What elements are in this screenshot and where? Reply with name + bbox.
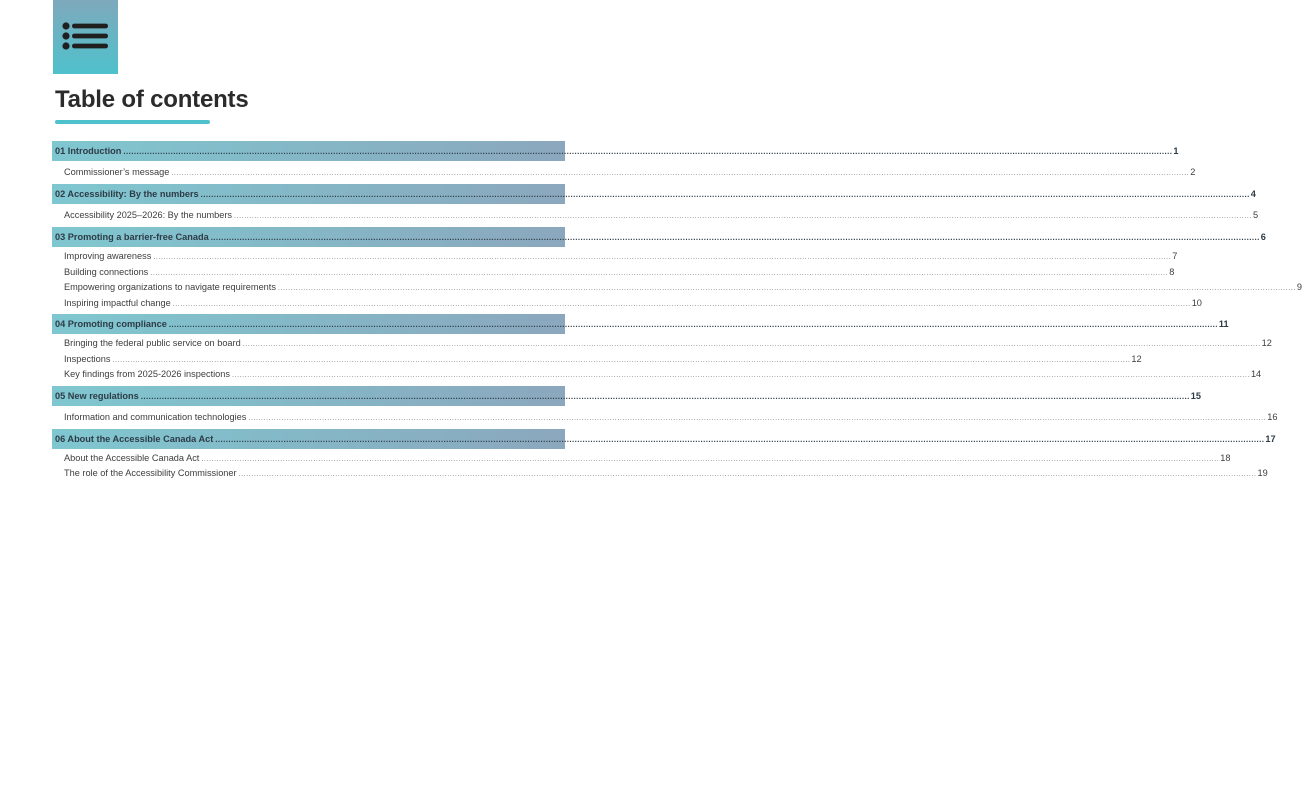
- toc-entry-page: 19: [1257, 468, 1268, 478]
- dot-leader: ................................................................................................................................................................................................................................................................................................................................................................................................................: [172, 300, 1191, 308]
- dot-leader: ................................................................................................................................................................................................................................................................................................................................................................................................................: [112, 356, 1131, 364]
- toc-section-page: 15: [1190, 390, 1202, 401]
- toc-entry-page: 5: [1252, 210, 1259, 220]
- toc-entry-page: 16: [1267, 411, 1278, 422]
- toc-entry-link[interactable]: [52, 296, 1202, 312]
- toc-section-link[interactable]: [52, 184, 1256, 204]
- toc-section-label: 02 Accessibility: By the numbers: [55, 189, 199, 199]
- toc-entry-link[interactable]: [52, 265, 1175, 281]
- toc-entry-page: 8: [1169, 266, 1175, 277]
- toc-entry-link[interactable]: [52, 280, 1302, 296]
- toc-section-link[interactable]: [52, 227, 1266, 247]
- menu-list-icon: [62, 22, 110, 50]
- toc-section-link[interactable]: [52, 386, 1202, 406]
- toc-section-page: 6: [1260, 232, 1266, 242]
- dot-leader: ................................................................................................................................................................................................................................................................................................................................................................................................................: [150, 269, 1169, 277]
- toc-entry-link[interactable]: [52, 336, 1272, 352]
- toc-entry-page: 10: [1191, 297, 1202, 308]
- dot-leader: ................................................................................................................................................................................................................................................................................................................................................................................................................: [201, 455, 1220, 463]
- toc-section-label: 05 New regulations: [55, 390, 139, 401]
- toc-entry-link[interactable]: [52, 451, 1231, 467]
- toc-entry-page: 14: [1250, 369, 1262, 379]
- toc-entry-link[interactable]: [52, 466, 1268, 482]
- toc-entry-page: 18: [1220, 452, 1231, 463]
- toc-entry-label: The role of the Accessibility Commissioner: [64, 468, 237, 478]
- dot-leader: ................................................................................................................................................................................................................................................................................................................................................................................................................: [123, 147, 1173, 156]
- toc-section-link[interactable]: [52, 429, 1276, 449]
- toc-entry-page: 12: [1261, 338, 1272, 348]
- toc-section-page: 11: [1218, 319, 1229, 329]
- toc-entry-link[interactable]: [52, 367, 1262, 383]
- toc-section-label: 03 Promoting a barrier-free Canada: [55, 232, 209, 242]
- dot-leader: ................................................................................................................................................................................................................................................................................................................................................................................................................: [232, 372, 1250, 379]
- toc-section-page: 4: [1250, 189, 1256, 199]
- toc-section-page: 17: [1265, 433, 1276, 444]
- toc-entry-link[interactable]: [52, 206, 1259, 224]
- toc-entry-page: 7: [1172, 251, 1178, 261]
- dot-leader: ................................................................................................................................................................................................................................................................................................................................................................................................................: [171, 170, 1190, 177]
- toc-entry-label: Commissioner’s message: [64, 167, 170, 177]
- title-underline: [55, 120, 210, 124]
- toc-section-label: 01 Introduction: [55, 146, 122, 156]
- toc-section-link[interactable]: [52, 141, 1179, 161]
- toc-entry-label: About the Accessible Canada Act: [64, 452, 200, 463]
- toc-entry-label: Key findings from 2025-2026 inspections: [64, 369, 230, 379]
- header-icon-block: [53, 0, 118, 74]
- toc-entry-page: 2: [1190, 167, 1196, 177]
- toc-entry-label: Accessibility 2025–2026: By the numbers: [64, 210, 233, 220]
- table-of-contents: [52, 141, 1302, 485]
- dot-leader: ................................................................................................................................................................................................................................................................................................................................................................................................................: [242, 341, 1261, 348]
- toc-entry-label: Inspections: [64, 353, 111, 364]
- toc-entry-link[interactable]: [52, 249, 1178, 265]
- dot-leader: ................................................................................................................................................................................................................................................................................................................................................................................................................: [277, 285, 1296, 292]
- page-title: Table of contents: [55, 86, 249, 113]
- toc-entry-label: Bringing the federal public service on board: [64, 338, 241, 348]
- dot-leader: ................................................................................................................................................................................................................................................................................................................................................................................................................: [168, 320, 1218, 329]
- toc-entry-label: Building connections: [64, 266, 149, 277]
- dot-leader: ................................................................................................................................................................................................................................................................................................................................................................................................................: [248, 414, 1267, 422]
- toc-section-link[interactable]: [52, 314, 1229, 334]
- toc-entry-label: Empowering organizations to navigate requirements: [64, 282, 276, 292]
- dot-leader: ................................................................................................................................................................................................................................................................................................................................................................................................................: [153, 254, 1172, 261]
- toc-entry-link[interactable]: [52, 352, 1142, 368]
- toc-entry-page: 9: [1296, 282, 1302, 292]
- toc-entry-label: Improving awareness: [64, 251, 152, 261]
- dot-leader: ................................................................................................................................................................................................................................................................................................................................................................................................................: [215, 434, 1265, 444]
- toc-entry-page: 12: [1131, 353, 1142, 364]
- toc-entry-link[interactable]: [52, 408, 1278, 426]
- toc-entry-label: Information and communication technologies: [64, 411, 247, 422]
- dot-leader: ................................................................................................................................................................................................................................................................................................................................................................................................................: [140, 391, 1190, 401]
- toc-section-page: 1: [1173, 146, 1179, 156]
- dot-leader: ................................................................................................................................................................................................................................................................................................................................................................................................................: [238, 471, 1257, 478]
- toc-section-label: 04 Promoting compliance: [55, 319, 167, 329]
- dot-leader: ................................................................................................................................................................................................................................................................................................................................................................................................................: [210, 233, 1260, 242]
- dot-leader: ................................................................................................................................................................................................................................................................................................................................................................................................................: [234, 213, 1252, 220]
- toc-entry-label: Inspiring impactful change: [64, 297, 171, 308]
- dot-leader: ................................................................................................................................................................................................................................................................................................................................................................................................................: [200, 190, 1250, 199]
- toc-section-label: 06 About the Accessible Canada Act: [55, 433, 214, 444]
- toc-entry-link[interactable]: [52, 163, 1196, 181]
